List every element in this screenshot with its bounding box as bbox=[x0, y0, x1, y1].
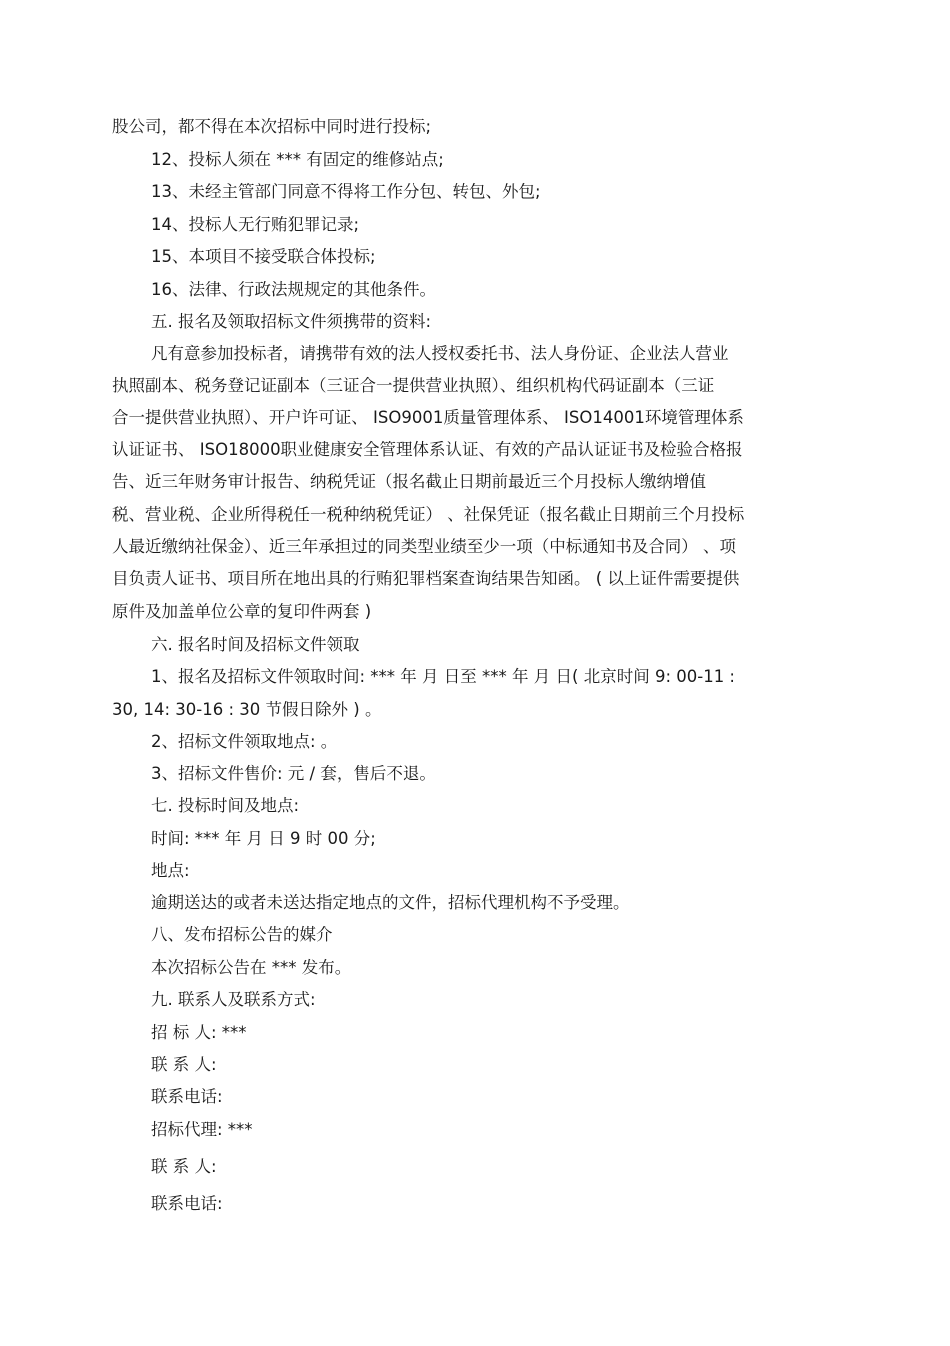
text-line-24: 地点: bbox=[151, 861, 190, 880]
text-line-5: 15、本项目不接受联合体投标; bbox=[151, 247, 376, 266]
section-heading-9: 九. 联系人及联系方式: bbox=[151, 990, 316, 1009]
text-line-32: 招标代理: *** bbox=[151, 1120, 253, 1139]
section-heading-5: 五. 报名及领取招标文件须携带的资料: bbox=[151, 312, 432, 331]
text-line-23: 时间: *** 年 月 日 9 时 00 分; bbox=[151, 829, 376, 848]
text-line-30: 联 系 人: bbox=[151, 1055, 217, 1074]
text-line-14: 人最近缴纳社保金）、近三年承担过的同类型业绩至少一项（中标通知书及合同） 、项 bbox=[112, 537, 736, 556]
text-line-27: 本次招标公告在 *** 发布。 bbox=[151, 958, 352, 977]
text-line-8: 凡有意参加投标者，请携带有效的法人授权委托书、法人身份证、企业法人营业 bbox=[151, 344, 729, 363]
text-line-20: 2、招标文件领取地点: 。 bbox=[151, 732, 338, 751]
text-line-13: 税、营业税、企业所得税任一税种纳税凭证） 、社保凭证（报名截止日期前三个月投标 bbox=[112, 505, 745, 524]
section-heading-8: 八、发布招标公告的媒介 bbox=[151, 925, 333, 944]
text-line-9: 执照副本、税务登记证副本（三证合一提供营业执照）、组织机构代码证副本（三证 bbox=[112, 376, 715, 395]
section-heading-7: 七. 投标时间及地点: bbox=[151, 796, 300, 815]
section-heading-6: 六. 报名时间及招标文件领取 bbox=[151, 635, 360, 654]
text-line-25: 逾期送达的或者未送达指定地点的文件，招标代理机构不予受理。 bbox=[151, 893, 630, 912]
text-line-10: 合一提供营业执照）、开户许可证、 ISO9001质量管理体系、 ISO14001环境管理体系 bbox=[112, 408, 744, 427]
text-line-31: 联系电话: bbox=[151, 1087, 223, 1106]
text-line-1: 股公司，都不得在本次招标中同时进行投标; bbox=[112, 117, 432, 136]
text-line-6: 16、法律、行政法规规定的其他条件。 bbox=[151, 280, 436, 299]
text-line-29: 招 标 人: *** bbox=[151, 1023, 247, 1042]
text-line-11: 认证证书、 ISO18000职业健康安全管理体系认证、有效的产品认证证书及检验合格报 bbox=[112, 440, 743, 459]
text-line-33: 联 系 人: bbox=[151, 1157, 217, 1176]
text-line-19: 30, 14: 30-16 : 30 节假日除外 ) 。 bbox=[112, 700, 382, 719]
text-line-4: 14、投标人无行贿犯罪记录; bbox=[151, 215, 360, 234]
text-line-34: 联系电话: bbox=[151, 1194, 223, 1213]
text-line-16: 原件及加盖单位公章的复印件两套 ) bbox=[112, 602, 372, 621]
text-line-12: 告、近三年财务审计报告、纳税凭证（报名截止日期前最近三个月投标人缴纳增值 bbox=[112, 472, 706, 491]
text-line-18: 1、报名及招标文件领取时间: *** 年 月 日至 *** 年 月 日( 北京时间 9: 00-11 : bbox=[151, 667, 735, 686]
text-line-2: 12、投标人须在 *** 有固定的维修站点; bbox=[151, 150, 444, 169]
text-line-15: 目负责人证书、项目所在地出具的行贿犯罪档案查询结果告知函。 ( 以上证件需要提供 bbox=[112, 569, 740, 588]
text-line-3: 13、未经主管部门同意不得将工作分包、转包、外包; bbox=[151, 182, 541, 201]
text-line-21: 3、招标文件售价: 元 / 套，售后不退。 bbox=[151, 764, 436, 783]
